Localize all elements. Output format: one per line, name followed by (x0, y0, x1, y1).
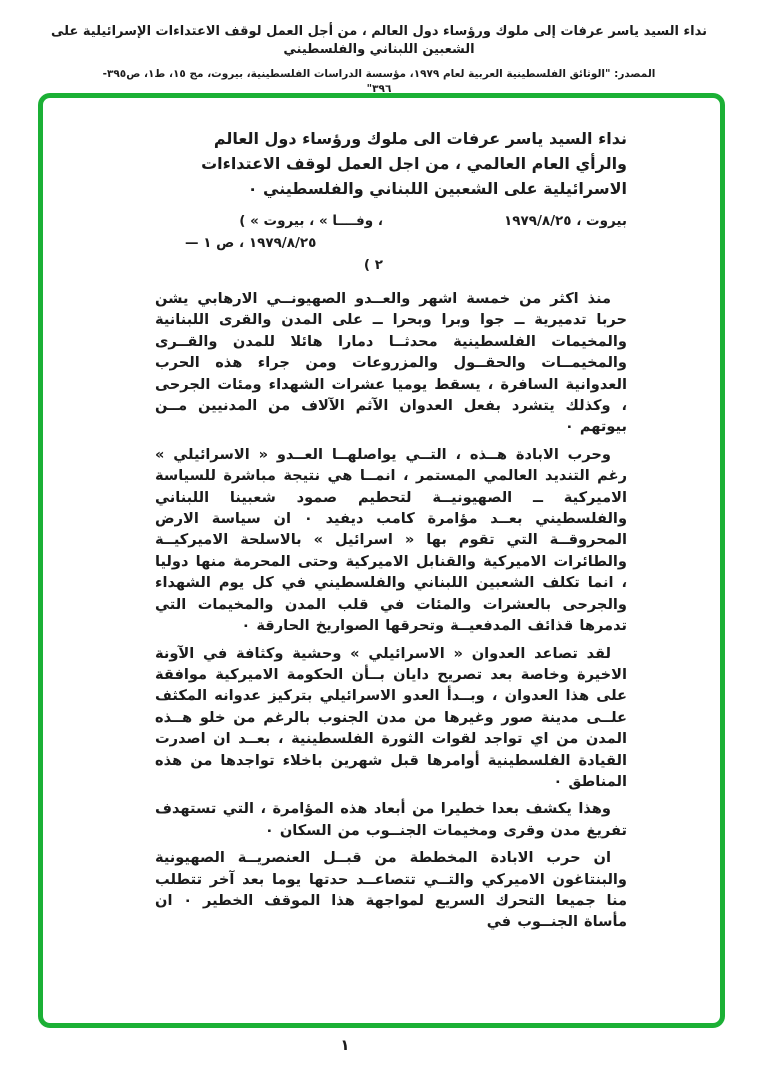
source-ref-line-3: ٢ ) (363, 257, 383, 273)
paragraph-5: ان حرب الابادة المخططة من قبــل العنصريــة الصهيونية والبنتاغون الاميركي والتــي تتصاعــد حدتها يوما بعد آخر تتطلب منا جميعا التحرك السريع لمواجهة هذا الموقف الخطير ٠ ان مأساة الجنــوب في (155, 849, 628, 931)
citation-block (155, 210, 627, 276)
doc-heading-line-1: نداء السيد ياسر عرفات الى ملوك ورؤساء دول العالم (213, 129, 627, 148)
page-number: ١ (340, 1036, 350, 1054)
paragraph-3: لقد تصاعد العدوان « الاسرائيلي » وحشية وكثافة في الآونة الاخيرة وخاصة بعد تصريح دايان بــأن الحكومة الاميركية موافقة على هذا العدوان ، وبــدأ العدو الاسرائيلي بتركيز عدوانه المكثف علــى مدينة صور وغيرها من مدن الجنوب بالرغم من خلو هــذه المدن من اي تواجد لقوات الثورة الفلسطينية ، بعــد ان اصدرت القيادة الفلسطينية أوامرها قبل شهرين باخلاء تواجدها من هذه المناطق ٠ (155, 644, 627, 790)
document-source-citation: المصدر: "الوثائق الفلسطينية العربية لعام ١٩٧٩، مؤسسة الدراسات الفلسطينية، بيروت، مج ١٥، ط١، ص٣٩٥- ٣٩٦" (102, 68, 656, 95)
doc-heading (155, 126, 627, 201)
green-annotation-box (38, 93, 725, 1028)
source-ref-line-1: ( « وفــــا » ، بيروت ، (239, 213, 383, 229)
doc-heading-line-3: الاسرائيلية على الشعبين اللبناني والفلسطيني ٠ (247, 179, 627, 198)
doc-heading-line-2: والرأي العام العالمي ، من اجل العمل لوقف الاعتداءات (201, 154, 627, 173)
paragraph-4: وهذا يكشف بعدا خطيرا من أبعاد هذه المؤامرة ، التي تستهدف تفريغ مدن وقرى ومخيمات الجنــوب من السكان ٠ (155, 800, 627, 839)
doc-body (155, 288, 627, 933)
dateline: بيروت ، ١٩٧٩/٨/٢٥ (503, 213, 627, 229)
source-ref-line-2: ١٩٧٩/٨/٢٥ ، ص ١ — (185, 235, 317, 251)
paragraph-2: وحرب الابادة هــذه ، التــي يواصلهــا العــدو « الاسرائيلي » رغم التنديد العالمي المستمر ، انمــا هي نتيجة مباشرة للسياسة الاميركية ــ الصهيونيــة لتحطيم صمود شعبينا اللبناني والفلسطيني بعــد مؤامرة كامب ديفيد ٠ ان سياسة الارض المحروقــة التي تقوم بها « اسرائيل » بالاسلحة الاميركيــة والطائرات الاميركية والقنابل الاميركية وحتى المحرمة منها دوليا ، انما تكلف الشعبين اللبناني والفلسطيني في كل يوم الشهداء والجرحى بالعشرات والمئات في قلب المدن والمخيمات التي تدمرها قذائف المدفعيــة وتحرقها الصواريخ الحارقة ٠ (155, 445, 628, 635)
wafa-source-reference (185, 210, 383, 276)
paragraph-1: منذ اكثر من خمسة اشهر والعــدو الصهيونــي الارهابي يشن حربا تدميرية ــ جوا وبرا وبحرا ــ على المدن والقرى اللبنانية والمخيمات الفلسطينية محدثــا دمارا هائلا للمدن والقــرى والمخيمــات والحقــول والمزروعات ومن جراء هذه الحرب العدوانية السافرة ، يسقط يوميا عشرات الشهداء ومئات الجرحى ، وكذلك يتشرد بفعل العدوان الآثم الآلاف من المدنيين مــن بيوتهم ٠ (155, 290, 627, 436)
document-title: نداء السيد ياسر عرفات إلى ملوك ورؤساء دول العالم ، من أجل العمل لوقف الاعتداءات الإسرائيلية على الشعبين اللبناني والفلسطيني (51, 24, 707, 57)
top-header (0, 0, 758, 97)
scanned-document-page (43, 98, 720, 1023)
